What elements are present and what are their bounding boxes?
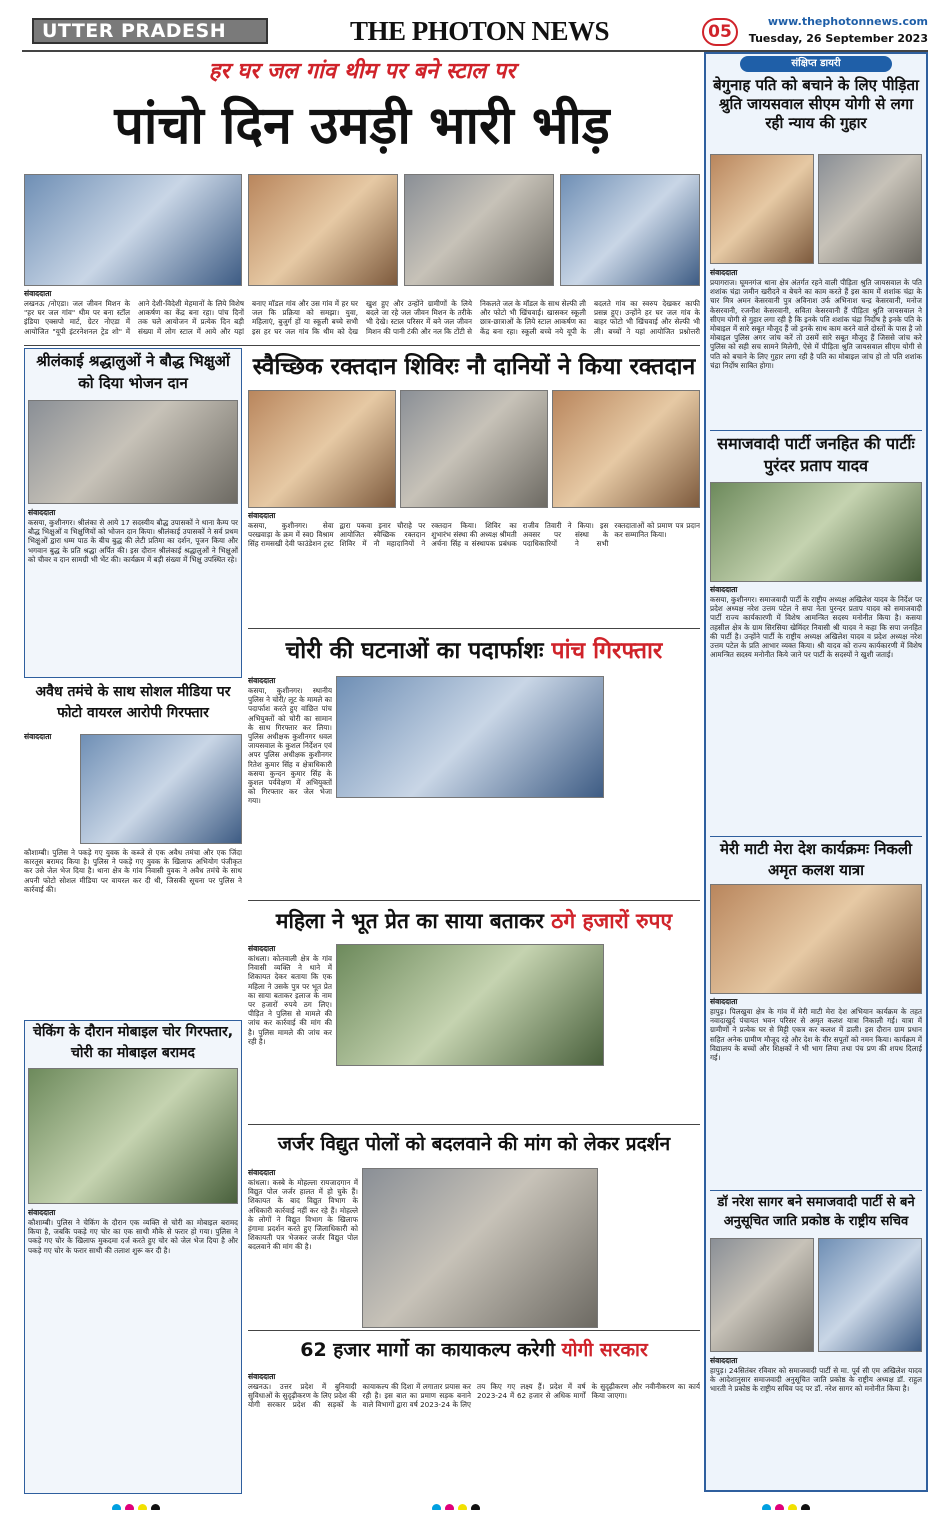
- lead-headline: पांचो दिन उमड़ी भारी भीड़: [114, 96, 610, 156]
- right-story3-byline: संवाददाता: [710, 997, 738, 1006]
- theft-byline: संवाददाता: [248, 676, 276, 685]
- yogi-headline: [248, 1334, 700, 1368]
- right-story4-headline: डॉ नरेश सागर बने समाजवादी पार्टी से बने अनुसूचित जाति प्रकोष्ठ के राष्ट्रीय सचिव: [710, 1190, 922, 1234]
- ghost-rule: [248, 1124, 700, 1125]
- blood-body: कसया, कुशीनगर। सेवा परखवाड़ा के क्रम में स्व0 विश्राम सिंह रामसखी देवी फाउंडेशन ट्रस्ट द्वारा पकवा इनार चौराहे पर आयोजित स्वैच्छिक रक्तदान शिविर में नौ महादानियों ने रक्तदान किया। शिविर का शुभारंभ संस्था की अध्यक्ष श्रीमती अर्चना सिंह व संस्थापक प्रबंधक राजीव तिवारी ने किया। इस अवसर पर संस्था के पदाधिकारियों ने सभी रक्तदाताओं को प्रमाण पत्र प्रदान कर सम्मानित किया।: [248, 521, 700, 549]
- blood-photo-1: [248, 390, 396, 508]
- right-story4-body: हापुड़। 24सितंबर रविवार को समाजवादी पार्टी से मा. पूर्व सी एम अखिलेश यादव के आदेशानुसार समाजवादी अनुसूचित जाति प्रकोष्ठ के राष्ट्रीय अध्यक्ष डॉ. राहुल भारती ने प्रकोष्ठ के राष्ट्रीय सचिव पद पर डॉ. नरेश सागर को मनोनीत किया है।: [710, 1366, 922, 1394]
- right-story1-photo-1: [710, 154, 814, 264]
- blood-headline: स्वैच्छिक रक्तदान शिविरः नौ दानियों ने किया रक्तदान: [252, 354, 696, 380]
- right-story3-photo: [710, 884, 922, 994]
- diary-label: संक्षिप्त डायरी: [740, 56, 892, 72]
- poles-body: कांधला। कस्बे के मोहल्ला रायजादगान में विद्युत पोल जर्जर हालत में हो चुके हैं। शिकायत के बाद विद्युत विभाग के अधिकारी कार्रवाई नहीं कर रहे हैं। मोहल्ले के लोगों ने विद्युत विभाग के खिलाफ हंगामा प्रदर्शन करते हुए जिलाधिकारी को शिकायती पत्र भेजकर जर्जर विद्युत पोल बदलवाने की मांग की है।: [248, 1178, 358, 1252]
- right-story2-headline: समाजवादी पार्टी जनहित की पार्टीः पुरंदर प्रताप यादव: [710, 430, 922, 478]
- lead-byline: संवाददाता: [24, 289, 52, 298]
- section-banner: [32, 18, 268, 44]
- lead-photo-1: [24, 174, 242, 286]
- right-story1-headline: बेगुनाह पति को बचाने के लिए पीड़िता श्रुति जायसवाल सीएम योगी से लगा रही न्याय की गुहार: [713, 76, 919, 132]
- yogi-body: लखनऊ। उत्तर प्रदेश में बुनियादी सुविधाओं के सुदृढ़ीकरण के लिए प्रदेश की योगी सरकार प्रदेश की सड़कों के कायाकल्प की दिशा में लगातार प्रयास कर रही है। इस बात का प्रमाण सड़क बनाने वाले विभागों द्वारा वर्ष 2023-24 के लिए तय किए गए लक्ष्य हैं। प्रदेश में वर्ष 2023-24 में 62 हजार से अधिक मार्गों के सुदृढ़ीकरण और नवीनीकरण का कार्य किया जाएगा।: [248, 1382, 700, 1410]
- blood-byline: संवाददाता: [248, 511, 276, 520]
- poles-rule: [248, 1330, 700, 1331]
- right-story2-photo: [710, 482, 922, 582]
- right-story2-body: कसया, कुशीनगर। समाजवादी पार्टी के राष्ट्रीय अध्यक्ष अखिलेश यादव के निर्देश पर प्रदेश अध्यक्ष नरेश उत्तम पटेल ने सपा नेता पुरन्दर प्रताप यादव को समाजवादी पार्टी राज्य कार्यकारणी में विशेष आमन्त्रित सदस्य मनोनीत किया है। कसया तहसील क्षेत्र के ग्राम सिरसिया खेमिंदर निवासी श्री यादव ने कहा कि सपा जनहित की पार्टी है। उन्होंने पार्टी के राष्ट्रीय अध्यक्ष अखिलेश यादव व प्रदेश अध्यक्ष नरेश उत्तम पटेल के प्रति आभार व्यक्त किया। श्री यादव को राज्य कार्यकारणी में विशेष आमन्त्रित सदस्य मनोनीत किये जाने पर पार्टी के सदस्यों ने खुशी जताई।: [710, 595, 922, 660]
- issue-date: Tuesday, 26 September 2023: [748, 32, 928, 45]
- blood-photo-3: [552, 390, 700, 508]
- left-story2-headline: अवैध तमंचे के साथ सोशल मीडिया पर फोटो वायरल आरोपी गिरफ्तार: [35, 684, 231, 721]
- lead-photo-4: [560, 174, 700, 286]
- page-number: 05: [702, 18, 738, 46]
- right-story2-byline: संवाददाता: [710, 585, 738, 594]
- theft-body-right: [608, 676, 700, 866]
- registration-marks-right: [760, 1498, 850, 1510]
- lead-rule: [24, 345, 700, 346]
- theft-photo: [336, 676, 604, 798]
- theft-headline-black: चोरी की घटनाओं का पदार्फाशः: [285, 638, 552, 664]
- yogi-byline: संवाददाता: [248, 1372, 276, 1381]
- poles-body-right: [602, 1168, 700, 1328]
- ghost-headline-black: महिला ने भूत प्रेत का साया बताकर: [275, 909, 552, 933]
- left-story3-headline: चेकिंग के दौरान मोबाइल चोर गिरफ्तार, चोरी का मोबाइल बरामद: [32, 1024, 234, 1061]
- theft-headline-red: पांच गिरफ्तार: [551, 638, 663, 664]
- yogi-headline-black: 62 हजार मार्गो का कायाकल्प करेगी: [300, 1339, 562, 1361]
- ghost-body-right: [608, 944, 700, 1120]
- lead-kicker: हर घर जल गांव थीम पर बने स्टाल पर: [208, 59, 516, 84]
- left-story2-body: कौशाम्बी। पुलिस ने पकड़े गए युवक के कब्जे से एक अवैध तमंचा और एक जिंदा कारतूस बरामद किया है। पुलिस ने पकड़े गए युवक के खिलाफ अभियोग पंजीकृत कर उसे जेल भेज दिया है। थाना क्षेत्र के गांव निवासी युवक ने अवैध तमंचे के साथ अपनी फोटो सोशल मीडिया पर वायरल कर दी थी, जिसकी सूचना पर पुलिस ने कार्रवाई की।: [24, 848, 242, 894]
- left-story2-photo: [80, 734, 242, 844]
- poles-byline: संवाददाता: [248, 1168, 276, 1177]
- registration-marks-left: [110, 1498, 200, 1510]
- ghost-headline-red: ठगे हजारों रुपए: [551, 909, 673, 933]
- poles-headline: जर्जर विद्युत पोलों को बदलवाने की मांग को लेकर प्रदर्शन: [277, 1133, 671, 1155]
- right-story1-body: प्रयागराज। घूमनगंज थाना क्षेत्र अंतर्गत रहने वाली पीड़िता श्रुति जायसवाल के पति शशांक चंद्रा जमीन खरीदने व बेचने का काम करते हैं इस काम में शशांक चंद्रा के चार मित्र अमन केसरवानी पुत्र अविनाश उर्फ अभिनाश चन्द्र केसरवानी, मनोज केसरवानी, रजनीश केसरवानी, सविता केसरवानी हैं पीड़िता श्रुति जायसवाल ने सीएम योगी से गुहार लगा रही है कि इनके पति शशांक चंद्रा निर्दोष है इनके पति के मोबाइल में सारे सबूत मौजूद हैं जो इनके साथ काम करने वाले दोस्तों के पास है जो मोबाइल पुलिस अगर जांच करें तो उसमें सारे सबूत मौजूद हैं जिससे जांच करे पुलिस को सही सच सामने मिलेगी, ऐसे में पीड़िता श्रुति जायसवाल सीएम योगी से पति को बचाने के लिए गुहार लगा रही है पति का मोबाइल जांच हो तो पति शशांक चंद्रा निर्दोष साबित होगा।: [710, 278, 922, 370]
- right-story3-body: हापुड़। पिलखुवा क्षेत्र के गांव में मेरी माटी मेरा देश अभियान कार्यक्रम के तहत नवादाखुर्द पंचायत भवन परिसर से अमृत कलश यात्रा निकाली गई। यात्रा में ग्रामीणों ने प्रत्येक घर से मिट्टी एकत्र कर कलश में डाली। इस दौरान ग्राम प्रधान सहित अनेक ग्रामीण मौजूद रहे और देश के वीर सपूतों को नमन किया। कार्यक्रम में विद्यालय के बच्चों और शिक्षकों ने भी भाग लिया तथा पंच प्रण की शपथ दिलाई गई।: [710, 1007, 922, 1063]
- right-story4-photo-1: [710, 1238, 814, 1352]
- ghost-body: कांधला। कोतवाली क्षेत्र के गांव निवासी व्यक्ति ने थाने में शिकायत देकर बताया कि एक महिला ने उसके पुत्र पर भूत प्रेत का साया बताकर इलाज के नाम पर हजारों रुपये ठग लिए। पीड़ित ने पुलिस से मामले की जांच कर कार्रवाई की मांग की है। पुलिस मामले की जांच कर रही है।: [248, 954, 332, 1046]
- paper-name: THE PHOTON NEWS: [350, 16, 610, 46]
- right-story3-headline: मेरी माटी मेरा देश कार्यक्रमः निकली अमृत कलश यात्रा: [710, 836, 922, 882]
- left-story1-photo: [28, 400, 238, 504]
- right-story1-photo-2: [818, 154, 922, 264]
- lead-photo-3: [404, 174, 554, 286]
- left-story2-byline: संवाददाता: [24, 732, 52, 741]
- section-title: UTTER PRADESH: [42, 20, 227, 42]
- lead-photo-2: [248, 174, 398, 286]
- left-story3-photo: [28, 1068, 238, 1204]
- left-story1-headline: श्रीलंकाई श्रद्धालुओं ने बौद्ध भिक्षुओं को दिया भोजन दान: [36, 352, 230, 392]
- poles-photo: [362, 1168, 598, 1328]
- left-story1-byline: संवाददाता: [28, 508, 56, 517]
- right-story1-byline: संवाददाता: [710, 268, 738, 277]
- theft-headline: [248, 634, 700, 670]
- theft-body: कसया, कुशीनगर। स्थानीय पुलिस ने चोरी/ लूट के मामले का पदार्फाश करते हुए वांछित पांच अभियुक्तों को चोरी का सामान के साथ गिरफ्तार कर लिया। पुलिस अधीक्षक कुशीनगर धवल जायसवाल के कुशल निर्देशन एवं अपर पुलिस अधीक्षक कुशीनगर रितेश कुमार सिंह व क्षेत्राधिकारी कसया कुन्दन कुमार सिंह के कुशल पर्यवेक्षण में अभियुक्तों को गिरफ्तार कर जेल भेजा गया।: [248, 686, 332, 806]
- yogi-headline-red: योगी सरकार: [561, 1339, 648, 1361]
- theft-rule: [248, 900, 700, 901]
- blood-photo-2: [400, 390, 548, 508]
- ghost-headline: [248, 904, 700, 940]
- right-story4-byline: संवाददाता: [710, 1356, 738, 1365]
- ghost-photo: [336, 944, 604, 1066]
- right-story4-photo-2: [818, 1238, 922, 1352]
- left-story3-body: कौशाम्बी। पुलिस ने चेकिंग के दौरान एक व्यक्ति से चोरी का मोबाइल बरामद किया है, जबकि पकड़े गए चोर का एक साथी मौके से फरार हो गया। पुलिस ने पकड़े गए चोर के खिलाफ मुकदमा दर्ज करते हुए चोर को जेल भेज दिया है और पकड़े गए चोर के फरार साथी की तलाश शुरू कर दी है।: [28, 1218, 238, 1255]
- left-story3-byline: संवाददाता: [28, 1208, 56, 1217]
- ghost-byline: संवाददाता: [248, 944, 276, 953]
- left-story1-body: कसया, कुशीनगर। श्रीलंका से आये 17 सदस्यीय बौद्ध उपासकों ने थाना कैम्प पर बौद्ध भिक्षुओं व भिक्षुणियों को भोजन दान किया। श्रीलंकाई उपासकों ने सर्व प्रथम भिक्षुओं द्वारा धम्म पाठ के बीच बुद्ध की लेटी प्रतिमा का दर्शन, पूजन किया और भगवान बुद्ध के प्रति श्रद्धा अर्पित की। इस दौरान श्रीलंकाई श्रद्धालुओं ने भिक्षुओं को चीवर व दान सामग्री भी भेंट की। कार्यक्रम में बड़ी संख्या में भिक्षु उपस्थित रहे।: [28, 518, 238, 564]
- left-story2-intro: [24, 742, 76, 842]
- website: www.thephotonnews.com: [767, 15, 928, 28]
- registration-marks-center: [430, 1498, 520, 1510]
- lead-body: लखनऊ /नोएडा। जल जीवन मिशन के "हर घर जल गांव" थीम पर बना स्टॉल इंडिया एक्सपो मार्ट, ग्रेटर नोएडा में आयोजित "यूपी इंटरनेशनल ट्रेड शो" में आने देशी-विदेशी मेहमानों के लिये विशेष आकर्षण का केंद्र बना रहा। पांच दिनों तक चले आयोजन में प्रत्येक दिन बड़ी संख्या में लोग स्टाल में आये और यहां बनाए मॉडल गांव और उस गांव में हर घर जल कि प्रक्रिया को समझा। युवा, महिलाएं, बुजुर्ग हों या स्कूली बच्चे सभी इस हर घर जल गांव कि थीम को देख खुश हुए और उन्होंने ग्रामीणों के लिये बदले जा रहे जल जीवन मिशन के तरीके भी देखे। स्टाल परिसर में बने जल जीवन मिशन की पानी टंकी और नल कि टोंटी से निकलते जल के मॉडल के साथ सेल्फी ली और फोटो भी खिंचवाई। खासकर स्कूली छात्र-छात्राओं के लिये स्टाल आकर्षण का केंद्र बना रहा। स्कूली बच्चे नये यूपी के बदलते गांव का स्वरुप देखकर काफी प्रसन्न हुए। उन्होंने हर घर जल गांव के बाहर फोटो भी खिंचवाई और सेल्फी भी ली। बच्चों ने यहां आयोजित प्रश्नोत्तरी: [24, 299, 700, 336]
- blood-rule: [248, 628, 700, 629]
